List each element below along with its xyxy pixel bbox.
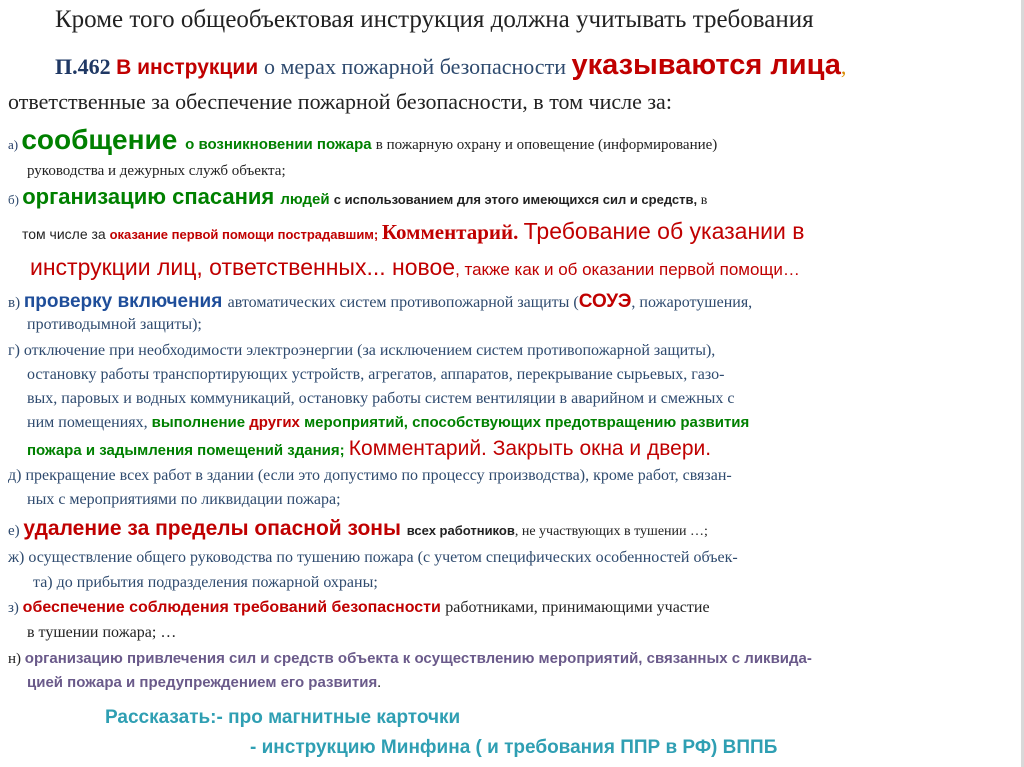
text-run: , не участвующих в тушении …; <box>514 524 708 539</box>
text-run: пожара и задымления помещений здания; <box>27 442 349 459</box>
text-line <box>27 624 176 642</box>
text-run: з) <box>8 600 23 616</box>
text-run: о мерах пожарной безопасности <box>264 54 572 79</box>
text-run: а) <box>8 137 22 152</box>
text-run: оказание первой помощи пострадавшим; <box>109 227 382 242</box>
text-run: автоматических систем противопожарной защиты ( <box>227 294 579 311</box>
text-line <box>105 707 460 729</box>
text-run: выполнение <box>151 414 250 431</box>
text-run: людей <box>280 191 334 208</box>
text-run: , также как и об оказании первой помощи… <box>455 260 800 279</box>
text-run: остановку работы транспортирующих устройств, агрегатов, аппаратов, перекрывание сырьевых, газо- <box>27 366 725 383</box>
text-line <box>22 218 804 245</box>
text-line <box>27 414 749 432</box>
text-run: противодымной защиты); <box>27 316 202 333</box>
text-run: б) <box>8 192 23 207</box>
text-run: с использованием для этого имеющихся сил и средств, <box>333 192 701 207</box>
text-line <box>33 574 378 592</box>
text-run: ных с мероприятиями по ликвидации пожара; <box>27 491 341 508</box>
text-line <box>8 650 812 668</box>
text-line <box>55 49 846 82</box>
text-run: ответственные за обеспечение пожарной безопасности, в том числе за: <box>8 89 672 114</box>
text-run: обеспечение соблюдения требований безопасности <box>22 599 446 616</box>
text-run: н) <box>8 651 25 667</box>
text-run: других <box>249 414 305 431</box>
text-run: проверку включения <box>23 291 228 312</box>
text-run: , <box>840 54 847 79</box>
text-line <box>27 390 735 408</box>
text-run: в) <box>8 295 24 311</box>
text-run: о возникновении пожара <box>185 136 376 153</box>
text-run: всех работников <box>406 523 515 538</box>
text-run: в пожарную охрану и оповещение (информирование) <box>375 137 718 153</box>
text-run: - инструкцию Минфина ( и требования ППР в РФ) ВППБ <box>250 737 778 758</box>
text-run: П.462 <box>55 54 117 79</box>
text-line <box>27 674 381 692</box>
text-run: том числе за <box>22 226 110 242</box>
text-run: Кроме того общеобъектовая инструкция должна учитывать требования <box>55 6 814 33</box>
text-run: Требование об указании в <box>523 218 805 244</box>
slide-title <box>55 6 814 34</box>
text-run: в <box>700 193 708 208</box>
text-run: , пожаротушения, <box>631 294 753 311</box>
text-run: Комментарий. Закрыть окна и двери. <box>348 437 712 460</box>
text-line <box>8 184 707 210</box>
text-run: ним помещениях, <box>27 414 152 431</box>
text-run: Комментарий. <box>381 220 524 244</box>
text-line <box>8 549 738 567</box>
text-line <box>27 316 202 334</box>
text-run: цией пожара и предупреждением его развития <box>27 674 378 691</box>
text-run: удаление за пределы опасной зоны <box>23 517 407 540</box>
text-line <box>8 291 752 313</box>
text-run: организацию спасания <box>22 184 281 209</box>
text-line <box>250 737 777 759</box>
text-line <box>8 124 717 156</box>
text-run: . <box>377 675 381 691</box>
text-run: в тушении пожара; … <box>27 624 177 641</box>
text-run: В инструкции <box>116 56 264 79</box>
text-run: СОУЭ <box>578 291 632 312</box>
text-run: работниками, принимающими участие <box>445 599 710 616</box>
text-run: указываются лица <box>571 49 841 81</box>
text-run: та) до прибытия подразделения пожарной охраны; <box>33 574 378 591</box>
text-line <box>8 467 732 485</box>
text-run: инструкции лиц, ответственных... новое <box>30 254 456 280</box>
text-line <box>27 366 724 384</box>
text-run: е) <box>8 523 24 539</box>
text-line <box>8 517 708 541</box>
text-run: д) прекращение всех работ в здании (если это допустимо по процессу производства), кроме работ, связан- <box>8 467 732 484</box>
text-line <box>27 162 286 180</box>
text-line <box>8 599 710 617</box>
text-run: организацию привлечения сил и средств объекта к осуществлению мероприятий, связанных с ликвида- <box>24 650 812 667</box>
text-line <box>27 437 711 461</box>
text-line <box>27 491 341 509</box>
text-run: мероприятий, способствующих предотвращению развития <box>304 414 750 431</box>
text-run: руководства и дежурных служб объекта; <box>27 163 286 179</box>
text-line <box>8 342 715 360</box>
text-run: г) отключение при необходимости электроэнергии (за исключением систем противопожарной защиты), <box>8 342 716 359</box>
text-run: Рассказать:- про магнитные карточки <box>105 707 461 728</box>
text-run: ж) осуществление общего руководства по тушению пожара (с учетом специфических особенностей объек- <box>8 549 738 566</box>
text-run: вых, паровых и водных коммуникаций, остановку работы систем вентиляции в аварийном и смежных с <box>27 390 735 407</box>
text-line <box>30 254 800 281</box>
text-run: сообщение <box>21 124 186 155</box>
text-line <box>8 89 672 115</box>
